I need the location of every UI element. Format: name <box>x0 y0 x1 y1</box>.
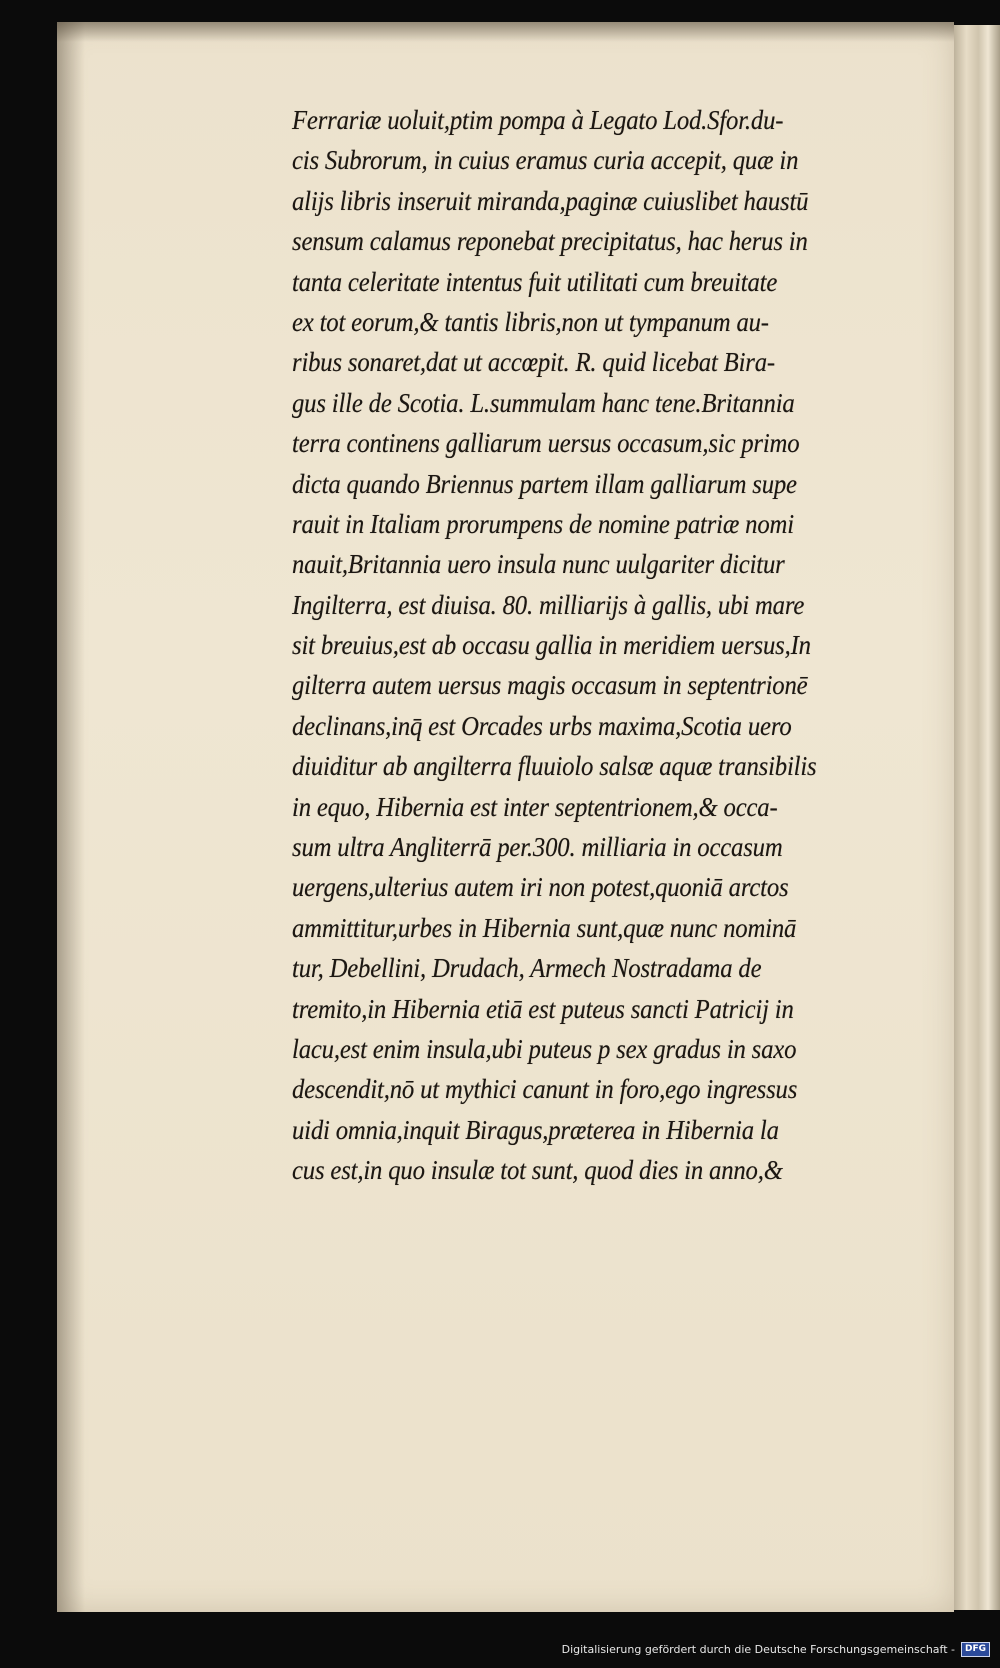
text-line: dicta quando Briennus partem illam galliarum supe <box>292 467 797 499</box>
text-line: in equo, Hibernia est inter septentrionem,& occa- <box>292 790 778 822</box>
text-line: diuiditur ab angilterra fluuiolo salsæ aquæ transibilis <box>292 750 817 782</box>
dfg-logo: DFG <box>961 1642 990 1657</box>
text-line: Ferrariæ uoluit,ptim pompa à Legato Lod.Sfor.du- <box>292 104 784 135</box>
text-line: tanta celeritate intentus fuit utilitati cum breuitate <box>292 265 778 297</box>
page-text <box>292 100 982 1191</box>
text-line: tremito,in Hibernia etiā est puteus sancti Patricij in <box>292 992 794 1024</box>
text-line: lacu,est enim insula,ubi puteus p sex gradus in saxo <box>292 1032 797 1064</box>
text-line: gilterra autem uersus magis occasum in septentrionē <box>292 669 808 701</box>
text-line: ex tot eorum,& tantis libris,non ut tympanum au- <box>292 305 769 337</box>
text-line: rauit in Italiam prorumpens de nomine patriæ nomi <box>292 507 794 539</box>
text-line: tur, Debellini, Drudach, Armech Nostradama de <box>292 952 762 984</box>
text-line: terra continens galliarum uersus occasum,sic primo <box>292 427 800 459</box>
digitization-credit <box>562 1640 990 1658</box>
text-line: alijs libris inseruit miranda,paginæ cuiuslibet haustū <box>292 184 809 216</box>
text-line: nauit,Britannia uero insula nunc uulgariter dicitur <box>292 548 785 580</box>
page-gutter-shadow <box>57 22 85 1612</box>
text-line: ammittitur,urbes in Hibernia sunt,quæ nunc nominā <box>292 911 797 943</box>
text-line: cis Subrorum, in cuius eramus curia accepit, quæ in <box>292 144 799 176</box>
text-line: uidi omnia,inquit Biragus,præterea in Hibernia la <box>292 1113 779 1145</box>
text-line: uergens,ulterius autem iri non potest,quoniā arctos <box>292 871 789 903</box>
text-line: sum ultra Angliterrā per.300. milliaria in occasum <box>292 831 783 863</box>
text-line: sensum calamus reponebat precipitatus, hac herus in <box>292 225 808 257</box>
page-top-shadow <box>57 22 954 42</box>
text-line: cus est,in quo insulæ tot sunt, quod dies in anno,& <box>292 1154 783 1186</box>
text-line: Ingilterra, est diuisa. 80. milliarijs à gallis, ubi mare <box>292 588 805 620</box>
text-line: sit breuius,est ab occasu gallia in meridiem uersus,In <box>292 629 811 661</box>
credit-text: Digitalisierung gefördert durch die Deutsche Forschungsgemeinschaft - <box>561 1642 955 1656</box>
text-line: declinans,inq̄ est Orcades urbs maxima,Scotia uero <box>292 709 792 741</box>
text-line: descendit,nō ut mythici canunt in foro,ego ingressus <box>292 1073 798 1105</box>
text-line: gus ille de Scotia. L.summulam hanc tene.Britannia <box>292 386 795 418</box>
text-line: ribus sonaret,dat ut accœpit. R. quid licebat Bira- <box>292 346 775 378</box>
